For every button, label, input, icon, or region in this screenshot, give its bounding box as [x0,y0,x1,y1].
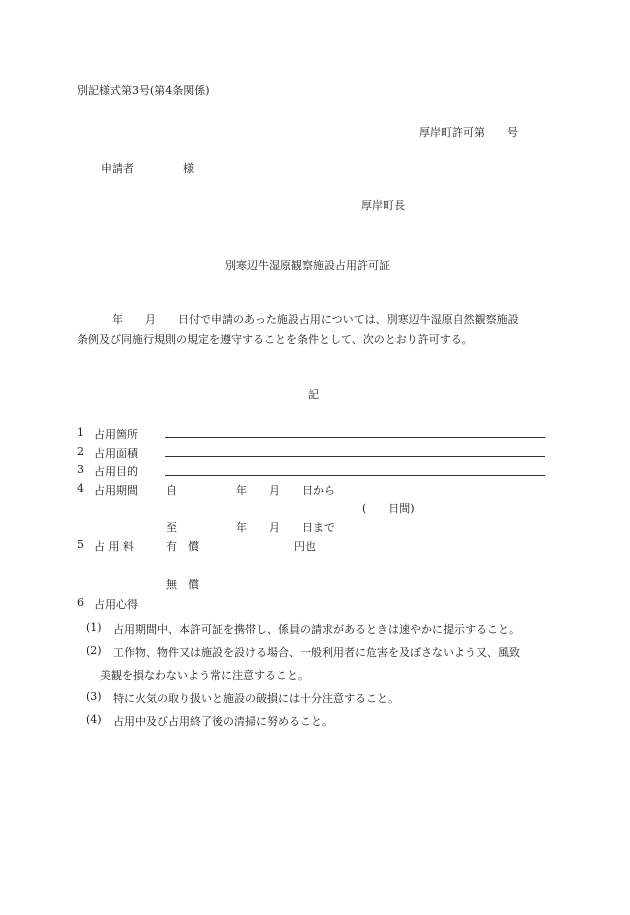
item-3-label: 占用目的 [94,465,138,478]
issuer: 厚岸町長 [361,199,405,212]
fee-free-label: 無 償 [166,578,199,591]
form-label: 別記様式第3号(第4条関係) [77,84,210,97]
item-4-number: 4 [77,482,84,495]
item-1-label: 占用箇所 [94,428,138,441]
item-2-label: 占用面積 [94,447,138,460]
rule-3-number: (3) [86,690,102,703]
fee-paid-label: 有 償 [166,540,199,553]
item-1-number: 1 [77,426,84,439]
rule-2-text: 工作物、物件又は施設を設ける場合、一般利用者に危害を及ぼさないよう又、風致 [113,646,520,659]
body-line-1: 年 月 日付で申請のあった施設占用については、別寒辺牛湿原自然観察施設 [112,313,519,326]
item-6-number: 6 [77,596,84,609]
rule-1-number: (1) [86,621,102,634]
period-to-label: 至 [166,521,177,534]
rule-4-text: 占用中及び占用終了後の清掃に努めること。 [113,715,333,728]
period-from-label: 自 [166,484,177,497]
item-3-blank-line [165,475,545,476]
rule-1-text: 占用期間中、本許可証を携帯し、係員の請求があるときは速やかに提示すること。 [113,623,520,636]
item-4-label: 占用期間 [94,484,138,497]
rule-4-number: (4) [86,713,102,726]
period-days: ( 日間) [362,502,415,515]
item-6-label: 占用心得 [94,598,138,611]
permit-number: 厚岸町許可第 号 [419,126,518,139]
fee-yen: 円也 [294,540,316,553]
item-1-blank-line [165,437,545,438]
applicant-suffix: 様 [183,162,194,175]
rule-2-continuation: 美観を損なわないよう常に注意すること。 [100,669,309,682]
rule-2-number: (2) [86,644,102,657]
period-from-date: 年 月 日から [236,484,335,497]
period-to-date: 年 月 日まで [236,521,335,534]
ki-heading: 記 [308,388,319,401]
item-2-blank-line [165,456,545,457]
item-5-number: 5 [77,538,84,551]
document-title: 別寒辺牛湿原観察施設占用許可証 [225,259,390,272]
item-3-number: 3 [77,463,84,476]
applicant-label: 申請者 [101,162,134,175]
body-line-2: 条例及び同施行規則の規定を遵守することを条件として、次のとおり許可する。 [77,333,473,346]
item-2-number: 2 [77,445,84,458]
rule-3-text: 特に火気の取り扱いと施設の破損には十分注意すること。 [113,692,399,705]
item-5-label: 占 用 料 [94,540,134,553]
